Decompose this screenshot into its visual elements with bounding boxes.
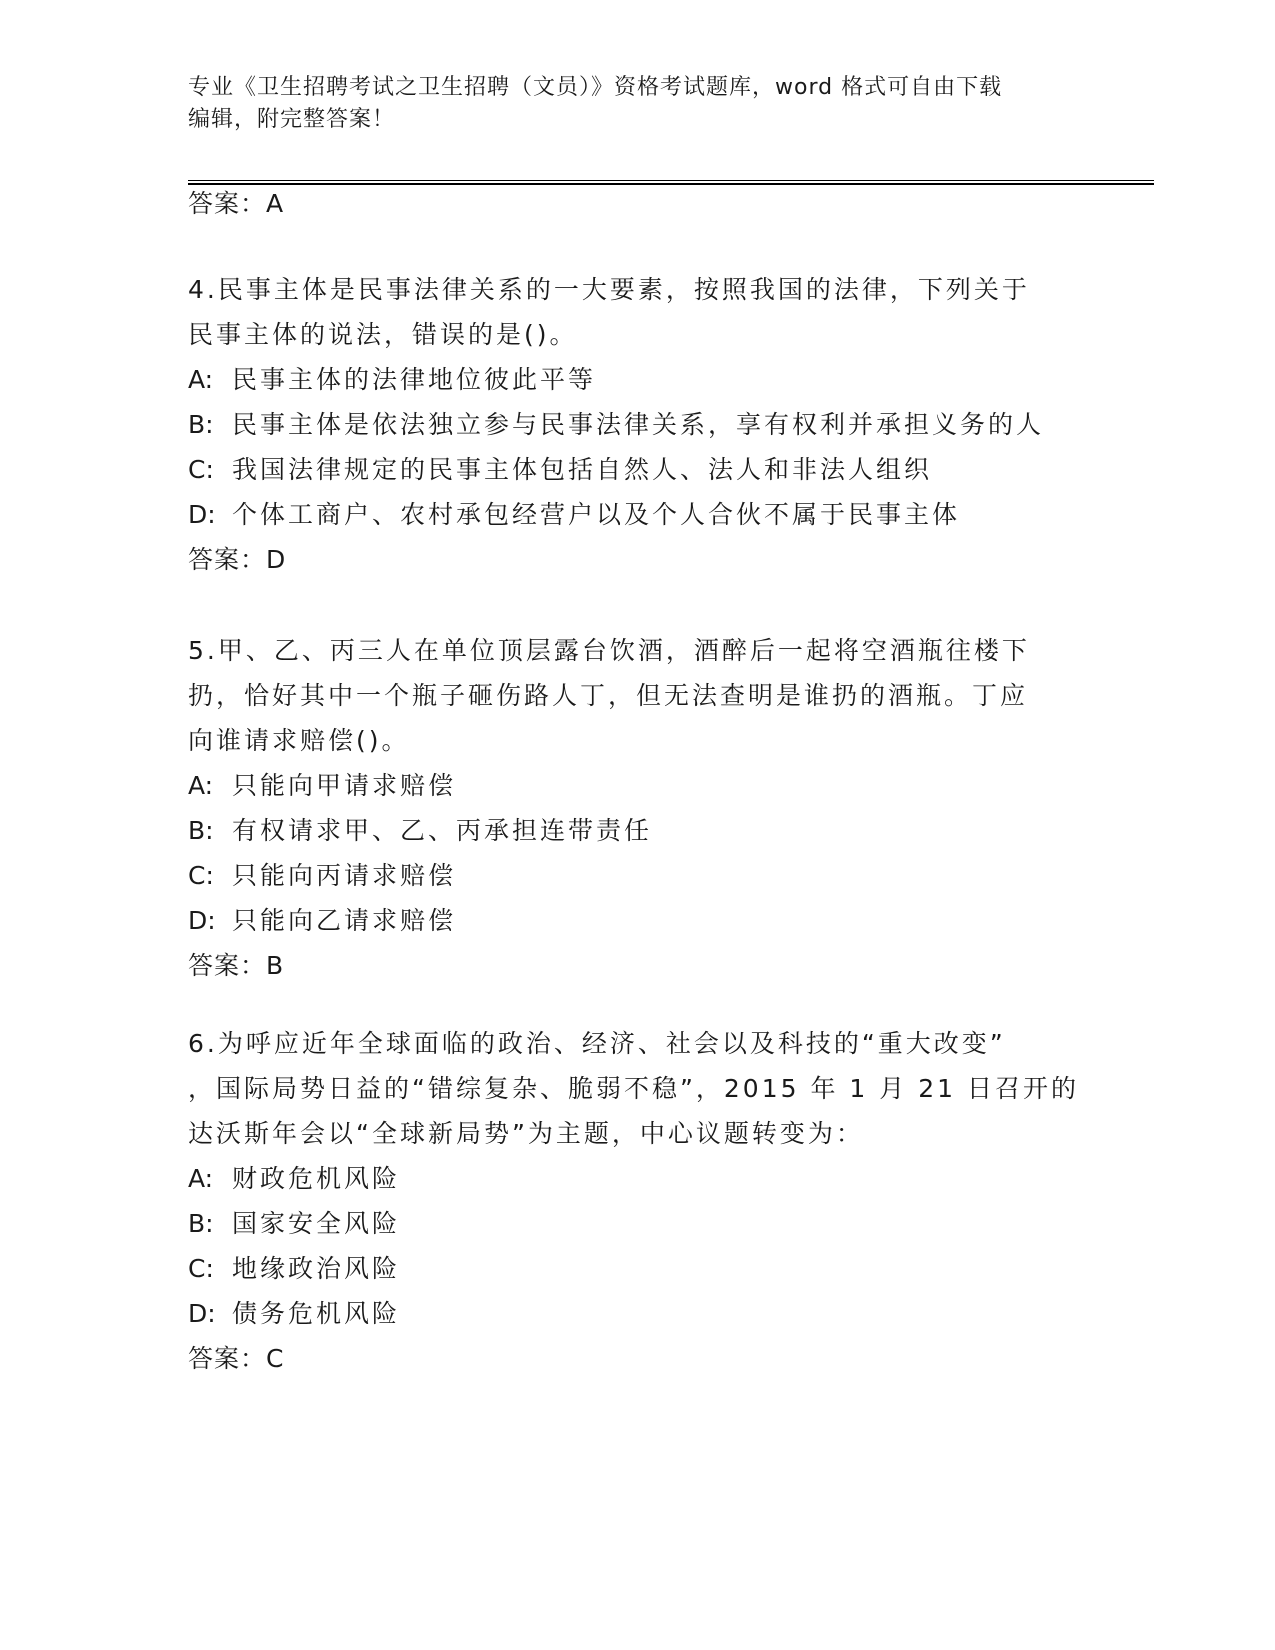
option-text: 国家安全风险 xyxy=(232,1209,401,1238)
option-a xyxy=(188,357,1088,402)
option-c xyxy=(188,853,1088,898)
option-d xyxy=(188,492,1088,537)
option-key: B: xyxy=(188,816,214,845)
option-text: 债务危机风险 xyxy=(232,1299,401,1328)
option-a xyxy=(188,1156,1088,1201)
option-text: 有权请求甲、乙、丙承担连带责任 xyxy=(232,816,653,845)
option-key: A: xyxy=(188,365,214,394)
option-b xyxy=(188,1201,1088,1246)
previous-question-answer: 答案：A xyxy=(188,189,285,218)
question-stem-line: 民事主体的说法，错误的是()。 xyxy=(188,320,578,349)
question-6 xyxy=(188,1021,1088,1381)
question-stem xyxy=(188,628,1088,763)
question-stem-line: ，国际局势日益的“错综复杂、脆弱不稳”，2015 年 1 月 21 日召开的 xyxy=(188,1074,1079,1103)
question-stem-line: 达沃斯年会以“全球新局势”为主题，中心议题转变为： xyxy=(188,1119,864,1148)
option-text: 只能向丙请求赔偿 xyxy=(232,861,457,890)
option-text: 个体工商户、农村承包经营户以及个人合伙不属于民事主体 xyxy=(232,500,961,529)
option-d xyxy=(188,1291,1088,1336)
question-answer: 答案：B xyxy=(188,951,285,980)
option-text: 只能向甲请求赔偿 xyxy=(232,771,457,800)
header-divider xyxy=(188,180,1154,185)
question-stem-line: 扔，恰好其中一个瓶子砸伤路人丁，但无法查明是谁扔的酒瓶。丁应 xyxy=(188,681,1029,710)
option-key: A: xyxy=(188,1164,214,1193)
option-key: A: xyxy=(188,771,214,800)
question-answer: 答案：D xyxy=(188,545,287,574)
question-stem-line: 6.为呼应近年全球面临的政治、经济、社会以及科技的“重大改变” xyxy=(188,1029,1006,1058)
question-stem-line: 4.民事主体是民事法律关系的一大要素，按照我国的法律，下列关于 xyxy=(188,275,1030,304)
option-key: B: xyxy=(188,1209,214,1238)
page-header: 专业《卫生招聘考试之卫生招聘（文员）》资格考试题库，word 格式可自由下载 编辑，附完整答案！ xyxy=(188,75,1003,132)
option-text: 我国法律规定的民事主体包括自然人、法人和非法人组织 xyxy=(232,455,933,484)
option-c xyxy=(188,447,1088,492)
option-text: 民事主体是依法独立参与民事法律关系，享有权利并承担义务的人 xyxy=(232,410,1045,439)
option-key: C: xyxy=(188,1254,214,1283)
question-stem-line: 5.甲、乙、丙三人在单位顶层露台饮酒，酒醉后一起将空酒瓶往楼下 xyxy=(188,636,1030,665)
question-stem xyxy=(188,1021,1088,1156)
option-text: 地缘政治风险 xyxy=(232,1254,401,1283)
option-key: C: xyxy=(188,861,214,890)
option-b xyxy=(188,402,1088,447)
question-stem xyxy=(188,267,1088,357)
option-d xyxy=(188,898,1088,943)
question-5 xyxy=(188,628,1088,988)
option-key: D: xyxy=(188,906,216,935)
option-text: 民事主体的法律地位彼此平等 xyxy=(232,365,597,394)
question-stem-line: 向谁请求赔偿()。 xyxy=(188,726,410,755)
option-key: D: xyxy=(188,500,216,529)
question-answer: 答案：C xyxy=(188,1344,285,1373)
option-c xyxy=(188,1246,1088,1291)
option-key: D: xyxy=(188,1299,216,1328)
option-b xyxy=(188,808,1088,853)
option-key: C: xyxy=(188,455,214,484)
option-text: 财政危机风险 xyxy=(232,1164,401,1193)
option-text: 只能向乙请求赔偿 xyxy=(232,906,457,935)
option-key: B: xyxy=(188,410,214,439)
option-a xyxy=(188,763,1088,808)
question-4 xyxy=(188,267,1088,582)
